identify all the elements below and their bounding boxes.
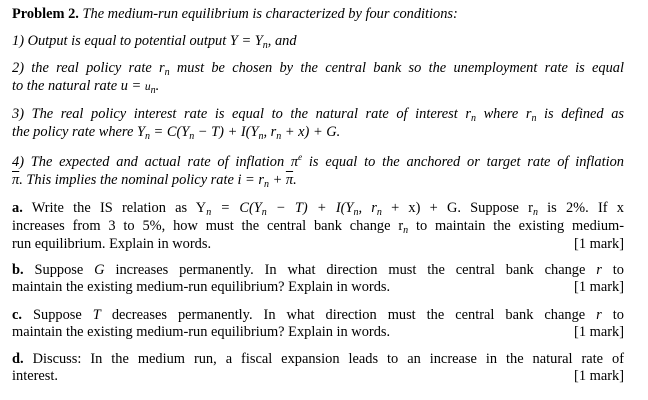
condition-1: 1) Output is equal to potential output $Y = Y_n$, and bbox=[12, 33, 297, 51]
mark-label: [1 mark] bbox=[574, 324, 624, 340]
condition-2: 2) the real policy rate $r_n$ must be chosen by the central bank so the unemployment rate is equal to the natural rate $u = u_n$. bbox=[12, 60, 624, 96]
question-letter: a. bbox=[12, 200, 23, 216]
question-b: b. Suppose G increases permanently. In what direction must the central bank change r to maintain the existing medium-run equilibrium? Explain in words. [1 mark] bbox=[12, 262, 624, 295]
question-d: d. Discuss: In the medium run, a fiscal expansion leads to an increase in the natural rate of interest. [1 mark] bbox=[12, 351, 624, 384]
problem-label: Problem 2. bbox=[12, 6, 79, 22]
mark-label: [1 mark] bbox=[574, 279, 624, 295]
question-a: a. Write the IS relation as $Y_n = C(Y_n - T) + I(Y_n$, $r_n + x) + G$. Suppose $r_n$ is 2%. If x increases from 3 to 5%, how must the central bank change $r_n$ to maintain the existing medium- run equilibrium. Explain in words. [1 mark] bbox=[12, 200, 624, 252]
pi-bar: $\overline{\pi}$ bbox=[285, 172, 294, 188]
question-c: c. Suppose T decreases permanently. In what direction must the central bank change r to maintain the existing medium-run equilibrium? Explain in words. [1 mark] bbox=[12, 307, 624, 340]
question-letter: d. bbox=[12, 351, 24, 367]
condition-4: 4) The expected and actual rate of inflation $\pi^e$ is equal to the anchored or target rate of inflation $\overline{\pi}$. This implies the nominal policy rate $i = r_n + \overline{\pi}$. bbox=[12, 152, 624, 190]
question-letter: c. bbox=[12, 307, 22, 323]
mark-label: [1 mark] bbox=[574, 236, 624, 252]
condition-3: 3) The real policy interest rate is equal to the natural rate of interest $r_n$ where $r_n$ is defined as the policy rate where $Y_n = C(Y_n - T) + I(Y_n$, $r_n + x) + G$. bbox=[12, 106, 625, 142]
question-letter: b. bbox=[12, 262, 24, 278]
pi-bar: $\overline{\pi}$ bbox=[12, 172, 20, 188]
problem-header bbox=[12, 6, 624, 23]
problem-intro: The medium-run equilibrium is characterized by four conditions: bbox=[82, 6, 458, 22]
mark-label: [1 mark] bbox=[574, 368, 624, 384]
